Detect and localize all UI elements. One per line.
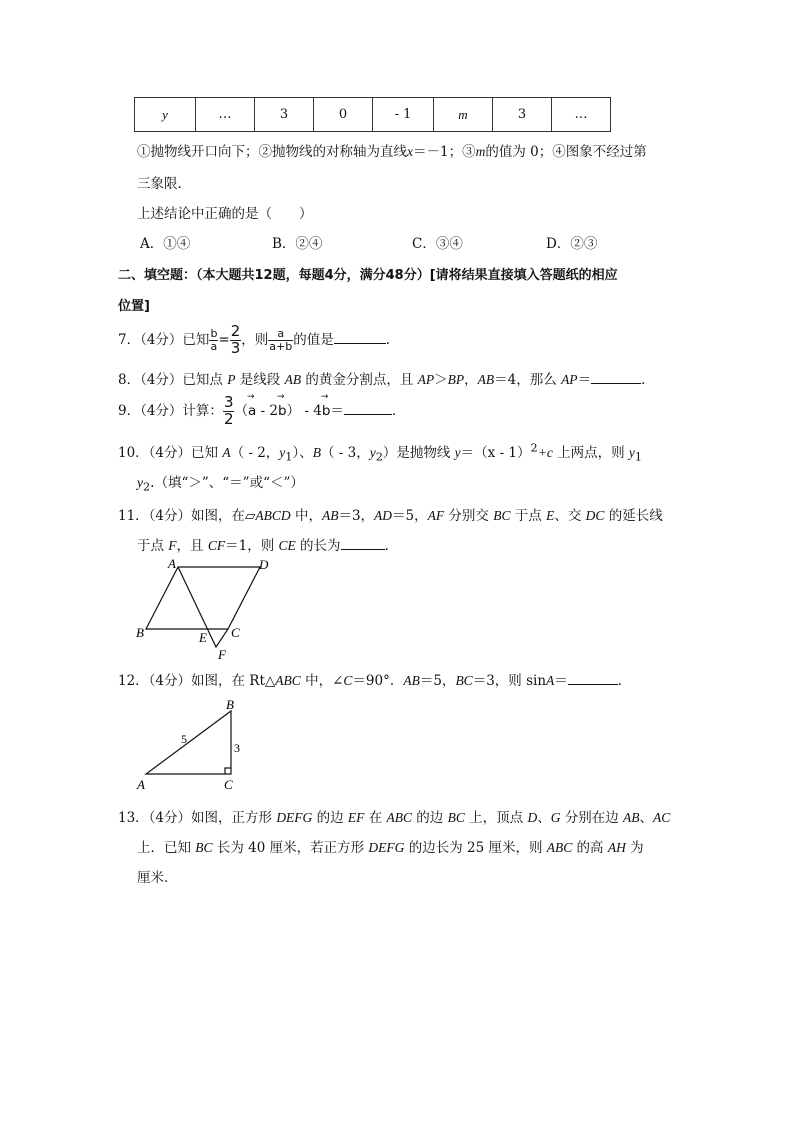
side-bc-length: 3	[234, 741, 240, 755]
fraction-b-over-a: $\frac{b}{a}$	[210, 327, 218, 353]
label-e: E	[199, 630, 207, 645]
question-13-line3: 厘米．	[137, 870, 178, 886]
side-ab-length: 5	[181, 732, 187, 746]
question-13-line2: 上．已知 BC 长为 40 厘米，若正方形 DEFG 的边长为 25 厘米，则 ABC 的高 AH 为	[137, 840, 644, 856]
table-row	[135, 98, 611, 132]
q6-option-d: D．②③	[546, 236, 598, 252]
label-d: D	[259, 557, 269, 572]
right-angle-mark	[225, 768, 231, 774]
label-c: C	[231, 625, 240, 640]
table-cell: …	[196, 98, 255, 132]
answer-blank	[568, 672, 618, 685]
label-b: B	[226, 697, 234, 712]
vector-b: → b	[278, 403, 287, 419]
question-11-line1: 11．（4分）如图，在▱ABCD 中，AB＝3，AD＝5，AF 分别交 BC 于点 E、交 DC 的延长线	[118, 508, 663, 524]
answer-blank	[334, 331, 386, 344]
label-a: A	[137, 777, 145, 792]
right-triangle-figure	[134, 695, 254, 795]
vector-a: → a	[248, 403, 256, 419]
fraction-2-over-3: $\frac{2}{3}$	[230, 322, 241, 357]
table-cell: …	[552, 98, 611, 132]
table-cell: 3	[255, 98, 314, 132]
table-row-label: y	[135, 98, 196, 132]
label-a: A	[168, 556, 176, 571]
answer-blank	[341, 537, 385, 550]
label-b: B	[136, 625, 144, 640]
vector-b: → b	[322, 403, 331, 419]
q6-option-a: A．①④	[140, 236, 191, 252]
table-cell: m	[434, 98, 493, 132]
fraction-3-over-2: $\frac{3}{2}$	[223, 393, 234, 428]
fraction-a-over-a-plus-b: $\frac{a}{a+b}$	[269, 327, 293, 353]
table-cell: 3	[493, 98, 552, 132]
section-heading: 二、填空题：（本大题共12题，每题4分，满分48分）[请将结果直接填入答题纸的相应	[118, 268, 618, 283]
answer-blank	[591, 371, 641, 384]
question-10-line1: 10．（4分）已知 A（ - 2，$y_1$）、B（ - 3，$y_2$）是抛物线 y＝（x - 1）$^2$+c 上两点，则 $y_1$	[118, 441, 643, 464]
q6-prompt: 上述结论中正确的是（ ）	[137, 206, 313, 222]
triangle-abc	[146, 711, 231, 774]
q6-option-c: C．③④	[412, 236, 463, 252]
table-cell: 0	[314, 98, 373, 132]
label-c: C	[224, 777, 233, 792]
q6-statements-line2: 三象限.	[137, 176, 182, 192]
label-f: F	[218, 647, 226, 662]
question-7: 7．（4分）已知 $\frac{b}{a}$ = $\frac{2}{3}$ ，则 $\frac{a}{a+b}$ 的值是 ．	[118, 322, 400, 357]
table-cell: - 1	[373, 98, 434, 132]
section-heading-cont: 位置]	[118, 299, 150, 314]
q6-statements-line1: ①抛物线开口向下；②抛物线的对称轴为直线x＝－1；③m的值为 0；④图象不经过第	[137, 144, 647, 160]
question-8: 8．（4分）已知点 P 是线段 AB 的黄金分割点，且 AP＞BP，AB＝4，那么 AP＝ ．	[118, 372, 655, 388]
q6-option-b: B．②④	[272, 236, 323, 252]
question-10-line2: $y_2$.（填“＞”、“＝”或“＜”）	[137, 475, 304, 494]
answer-blank	[344, 402, 392, 415]
question-9: 9．（4分）计算： $\frac{3}{2}$ （→ a - 2→ b） - 4→ b＝ ．	[118, 395, 405, 428]
value-table	[134, 97, 611, 132]
question-13-line1: 13．（4分）如图，正方形 DEFG 的边 EF 在 ABC 的边 BC 上，顶点 D、G 分别在边 AB、AC	[118, 810, 671, 826]
parallelogram-figure	[130, 555, 280, 663]
question-12: 12．（4分）如图，在 Rt△ABC 中，∠C＝90°．AB＝5，BC＝3，则 sinA＝ ．	[118, 673, 632, 689]
question-11-line2: 于点 F，且 CF＝1，则 CE 的长为 ．	[137, 538, 399, 554]
